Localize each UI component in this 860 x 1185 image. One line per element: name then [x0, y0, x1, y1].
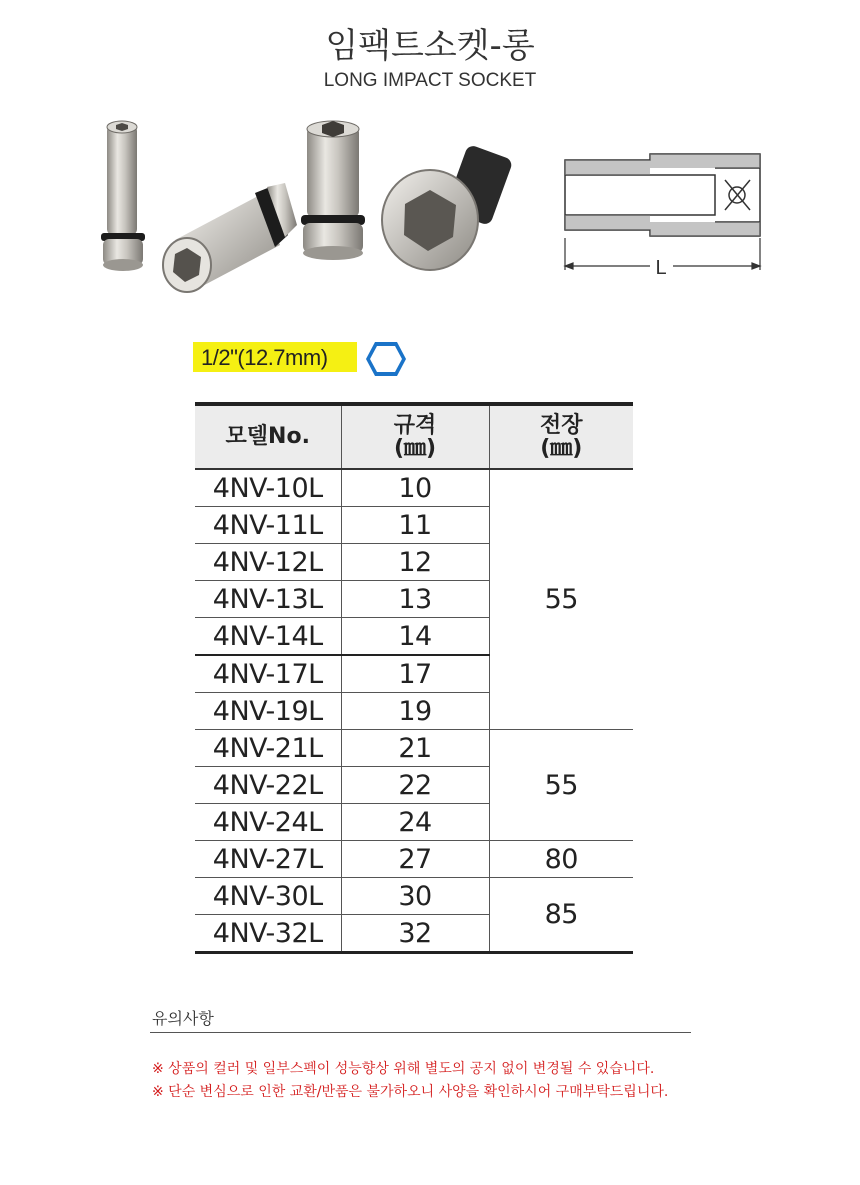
table-row	[195, 841, 633, 878]
size-cell: 22	[341, 767, 489, 804]
length-cell: 55	[489, 469, 633, 730]
model-cell: 4NV-22L	[195, 767, 341, 804]
length-dimension-label: L	[655, 257, 667, 279]
size-cell: 21	[341, 730, 489, 767]
notes-title: 유의사항	[152, 1009, 214, 1028]
table-row	[195, 469, 633, 507]
hexagon-icon	[364, 339, 408, 379]
size-cell: 27	[341, 841, 489, 878]
header-length-label: 전장	[539, 412, 583, 438]
notes-divider	[150, 1032, 691, 1033]
size-cell: 30	[341, 878, 489, 915]
size-cell: 24	[341, 804, 489, 841]
model-cell: 4NV-27L	[195, 841, 341, 878]
model-cell: 4NV-24L	[195, 804, 341, 841]
model-cell: 4NV-14L	[195, 618, 341, 656]
table-row	[195, 878, 633, 915]
size-cell: 32	[341, 915, 489, 953]
drive-size-label	[193, 342, 357, 372]
page-subtitle: LONG IMPACT SOCKET	[323, 70, 537, 91]
notice-return-policy: ※ 단순 변심으로 인한 교환/반품은 불가하오니 사양을 확인하시어 구매부탁드립니다.	[152, 1084, 669, 1100]
notice-color-spec: ※ 상품의 컬러 및 일부스펙이 성능향상 위해 별도의 공지 없이 변경될 수 있습니다.	[152, 1061, 655, 1077]
socket-photo-4	[382, 144, 514, 270]
header-size	[341, 404, 489, 469]
model-cell: 4NV-17L	[195, 655, 341, 693]
header-model: 모델No.	[195, 404, 341, 469]
model-cell: 4NV-11L	[195, 507, 341, 544]
size-cell: 10	[341, 469, 489, 507]
model-cell: 4NV-32L	[195, 915, 341, 953]
socket-cross-section-diagram	[555, 150, 770, 280]
header-size-unit: (㎜)	[393, 436, 437, 461]
size-cell: 12	[341, 544, 489, 581]
header-size-label: 규격	[393, 412, 437, 438]
length-cell: 55	[489, 730, 633, 841]
size-cell: 11	[341, 507, 489, 544]
socket-photo-1	[101, 121, 145, 271]
page-title: 임팩트소켓-롱	[325, 26, 535, 66]
size-cell: 14	[341, 618, 489, 656]
drive-size-text: 1/2"(12.7mm)	[201, 345, 328, 370]
socket-photo-2	[163, 183, 297, 292]
spec-table-header	[195, 404, 633, 469]
socket-photo-3	[301, 121, 365, 260]
size-cell: 13	[341, 581, 489, 618]
header-length-unit: (㎜)	[540, 436, 583, 461]
model-cell: 4NV-10L	[195, 469, 341, 507]
model-cell: 4NV-13L	[195, 581, 341, 618]
size-cell: 17	[341, 655, 489, 693]
size-cell: 19	[341, 693, 489, 730]
header-length	[489, 404, 633, 469]
spec-table	[195, 402, 633, 954]
length-cell: 85	[489, 878, 633, 953]
model-cell: 4NV-12L	[195, 544, 341, 581]
model-cell: 4NV-21L	[195, 730, 341, 767]
table-row	[195, 730, 633, 767]
length-cell: 80	[489, 841, 633, 878]
model-cell: 4NV-30L	[195, 878, 341, 915]
product-photo	[95, 115, 525, 295]
model-cell: 4NV-19L	[195, 693, 341, 730]
